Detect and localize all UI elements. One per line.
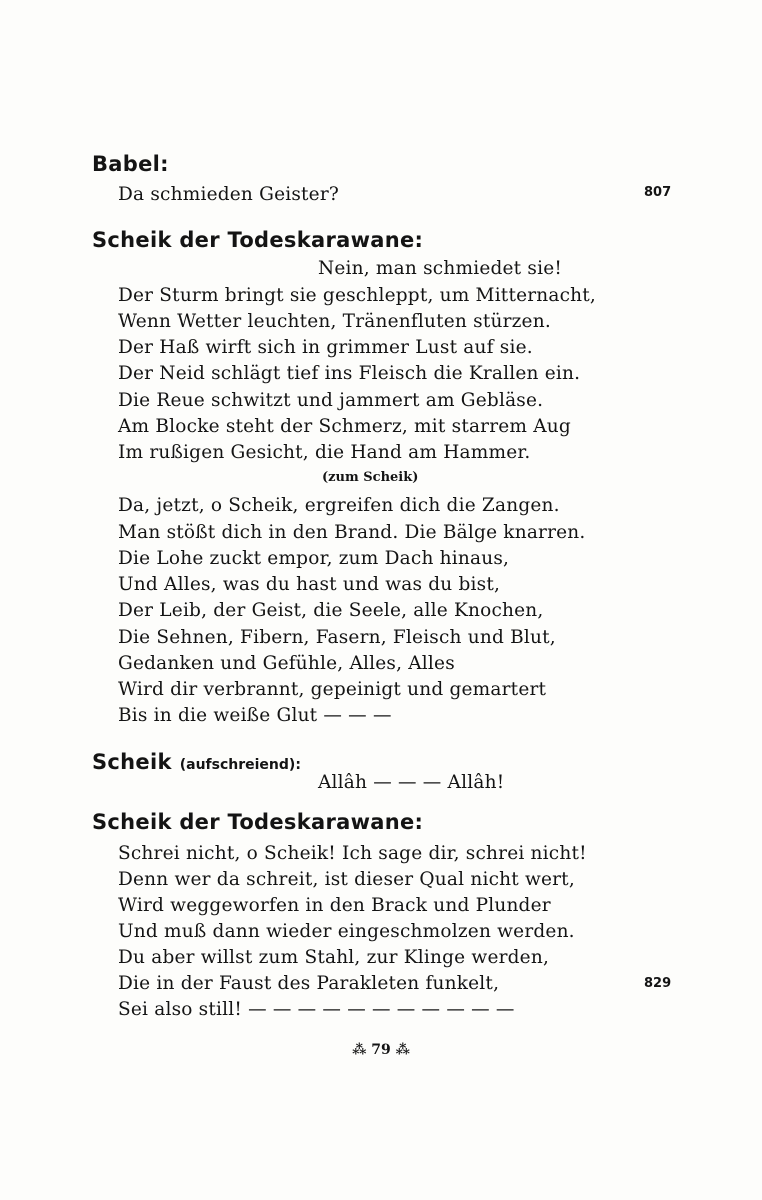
verse-line: Die Reue schwitzt und jammert am Gebläse. (118, 390, 544, 411)
speaker-babel: Babel: (92, 152, 169, 176)
verse-line: Wird weggeworfen in den Brack und Plunder (118, 895, 551, 916)
verse-line: Die Sehnen, Fibern, Fasern, Fleisch und Blut, (118, 627, 556, 648)
verse-line: Bis in die weiße Glut — — — (118, 705, 392, 726)
verse-line: Schrei nicht, o Scheik! Ich sage dir, schrei nicht! (118, 843, 587, 864)
verse-line: Im rußigen Gesicht, die Hand am Hammer. (118, 442, 531, 463)
verse-line: Und muß dann wieder eingeschmolzen werden. (118, 921, 575, 942)
speaker-scheik-der-todeskarawane: Scheik der Todeskarawane: (92, 810, 424, 834)
speaker-name: Scheik (92, 750, 172, 774)
verse-line: Der Leib, der Geist, die Seele, alle Knochen, (118, 600, 544, 621)
verse-line: Man stößt dich in den Brand. Die Bälge knarren. (118, 522, 586, 543)
verse-line: Wenn Wetter leuchten, Tränenfluten stürzen. (118, 311, 551, 332)
verse-line: Wird dir verbrannt, gepeinigt und gemartert (118, 679, 547, 700)
verse-line: Der Neid schlägt tief ins Fleisch die Krallen ein. (118, 363, 581, 384)
line-number: 807 (644, 185, 672, 200)
verse-line: Die in der Faust des Parakleten funkelt, (118, 973, 500, 994)
verse-line: Der Haß wirft sich in grimmer Lust auf sie. (118, 337, 533, 358)
speaker-note: (aufschreiend): (179, 757, 301, 773)
verse-line: Da schmieden Geister? (118, 184, 339, 205)
verse-line: Der Sturm bringt sie geschleppt, um Mitternacht, (118, 285, 597, 306)
speaker-scheik-der-todeskarawane: Scheik der Todeskarawane: (92, 228, 424, 252)
verse-line: Und Alles, was du hast und was du bist, (118, 574, 501, 595)
verse-line: Denn wer da schreit, ist dieser Qual nicht wert, (118, 869, 575, 890)
verse-line: Nein, man schmiedet sie! (318, 258, 562, 279)
stage-direction: (zum Scheik) (322, 470, 419, 485)
verse-line: Da, jetzt, o Scheik, ergreifen dich die Zangen. (118, 495, 560, 516)
verse-line: Sei also still! — — — — — — — — — — — (118, 999, 515, 1020)
line-number: 829 (644, 976, 672, 991)
page-number: ⁂ 79 ⁂ (352, 1042, 410, 1058)
verse-line: Gedanken und Gefühle, Alles, Alles (118, 653, 455, 674)
verse-line: Du aber willst zum Stahl, zur Klinge werden, (118, 947, 550, 968)
verse-line: Am Blocke steht der Schmerz, mit starrem Aug (118, 416, 571, 437)
verse-line: Allâh — — — Allâh! (318, 772, 505, 793)
verse-line: Die Lohe zuckt empor, zum Dach hinaus, (118, 548, 510, 569)
speaker-scheik (92, 750, 301, 774)
